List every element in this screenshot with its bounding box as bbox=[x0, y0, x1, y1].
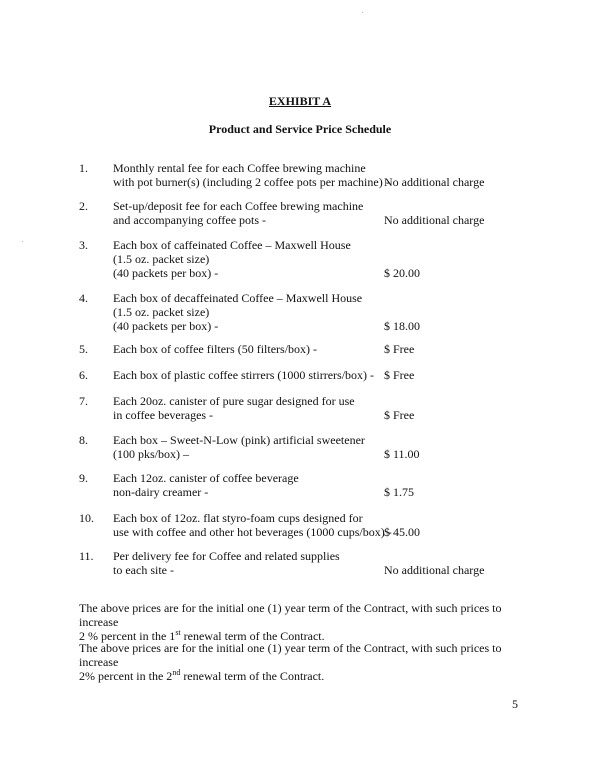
description-line: in coffee beverages - bbox=[113, 408, 214, 422]
description-line: (100 pks/box) – bbox=[113, 447, 189, 461]
item-number: 3. bbox=[79, 238, 88, 252]
description-line: and accompanying coffee pots - bbox=[113, 213, 267, 227]
description-line: Each box of caffeinated Coffee – Maxwell House bbox=[113, 238, 351, 252]
description-line: (40 packets per box) - bbox=[113, 266, 219, 280]
item-price: $ Free bbox=[384, 408, 415, 422]
item-description bbox=[113, 199, 383, 227]
renewal-paragraph-2 bbox=[79, 641, 539, 683]
description-line: Each box of 12oz. flat styro-foam cups designed for bbox=[113, 511, 363, 525]
scan-speck bbox=[22, 241, 23, 242]
description-line: with pot burner(s) (including 2 coffee pots per machine) - bbox=[113, 175, 390, 189]
description-line: (1.5 oz. packet size) bbox=[113, 252, 210, 266]
paragraph-line: The above prices are for the initial one (1) year term of the Contract, with such prices to increase bbox=[79, 641, 502, 669]
description-line: Each box – Sweet-N-Low (pink) artificial sweetener bbox=[113, 433, 365, 447]
description-line: Each box of coffee filters (50 filters/box) - bbox=[113, 342, 318, 356]
item-description bbox=[113, 433, 383, 461]
schedule-subtitle: Product and Service Price Schedule bbox=[208, 122, 392, 136]
paragraph-text: 2% percent in the 2 bbox=[79, 669, 173, 683]
paragraph-line: The above prices are for the initial one (1) year term of the Contract, with such prices to increase bbox=[79, 601, 502, 629]
item-number: 10. bbox=[79, 511, 94, 525]
item-number: 7. bbox=[79, 394, 88, 408]
description-line: to each site - bbox=[113, 563, 174, 577]
item-price: $ Free bbox=[384, 368, 415, 382]
description-line: (1.5 oz. packet size) bbox=[113, 305, 210, 319]
item-price: No additional charge bbox=[384, 563, 485, 577]
item-number: 11. bbox=[79, 549, 94, 563]
description-line: Monthly rental fee for each Coffee brewing machine bbox=[113, 161, 366, 175]
description-line: non-dairy creamer - bbox=[113, 485, 209, 499]
paragraph-line bbox=[79, 669, 539, 683]
item-description bbox=[113, 368, 383, 382]
item-description bbox=[113, 238, 383, 280]
item-description bbox=[113, 511, 392, 539]
description-line: Set-up/deposit fee for each Coffee brewing machine bbox=[113, 199, 364, 213]
description-line: use with coffee and other hot beverages (1000 cups/box) - bbox=[113, 525, 392, 539]
description-line: (40 packets per box) - bbox=[113, 319, 219, 333]
paragraph-text: renewal term of the Contract. bbox=[180, 669, 325, 683]
paragraph-text: 2 % percent in the 1 bbox=[79, 629, 176, 643]
item-number: 6. bbox=[79, 368, 88, 382]
item-price: $ Free bbox=[384, 342, 415, 356]
ordinal-suffix: nd bbox=[172, 668, 181, 677]
paragraph-text: renewal term of the Contract. bbox=[180, 629, 325, 643]
description-line: Each box of plastic coffee stirrers (1000 stirrers/box) - bbox=[113, 368, 375, 382]
item-price: No additional charge bbox=[384, 175, 485, 189]
item-number: 8. bbox=[79, 433, 88, 447]
description-line: Each box of decaffeinated Coffee – Maxwell House bbox=[113, 291, 363, 305]
item-number: 2. bbox=[79, 199, 88, 213]
description-line: Each 12oz. canister of coffee beverage bbox=[113, 471, 299, 485]
renewal-paragraph-1 bbox=[79, 601, 539, 643]
ordinal-suffix: st bbox=[175, 628, 181, 637]
item-price: $ 1.75 bbox=[384, 485, 414, 499]
page-number: 5 bbox=[512, 697, 518, 711]
item-description bbox=[113, 394, 383, 422]
exhibit-title: EXHIBIT A bbox=[268, 94, 332, 108]
item-number: 9. bbox=[79, 471, 88, 485]
item-description bbox=[113, 549, 383, 577]
item-description bbox=[113, 342, 383, 356]
item-price: $ 11.00 bbox=[384, 447, 420, 461]
item-price: No additional charge bbox=[384, 213, 485, 227]
item-number: 5. bbox=[79, 342, 88, 356]
item-price: $ 20.00 bbox=[384, 266, 420, 280]
description-line: Per delivery fee for Coffee and related supplies bbox=[113, 549, 340, 563]
item-description bbox=[113, 471, 383, 499]
item-number: 4. bbox=[79, 291, 88, 305]
scan-speck bbox=[362, 12, 363, 13]
item-description bbox=[113, 161, 390, 189]
item-number: 1. bbox=[79, 161, 88, 175]
item-price: $ 45.00 bbox=[384, 525, 420, 539]
description-line: Each 20oz. canister of pure sugar designed for use bbox=[113, 394, 355, 408]
item-description bbox=[113, 291, 383, 333]
item-price: $ 18.00 bbox=[384, 319, 420, 333]
